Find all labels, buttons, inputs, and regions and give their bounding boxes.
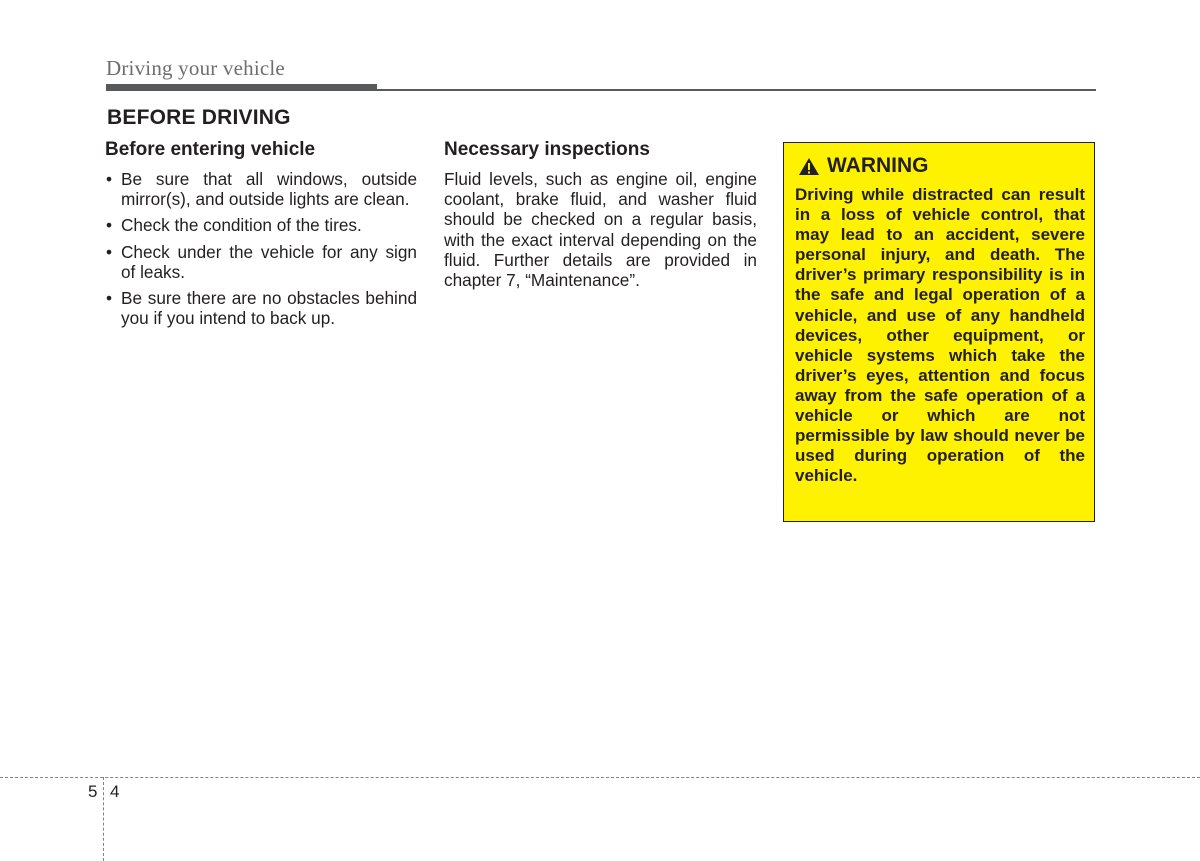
bullet-icon: • <box>106 169 113 189</box>
before-entering-heading: Before entering vehicle <box>105 139 316 160</box>
header-rule-accent <box>106 84 377 90</box>
list-item-text: Be sure that all windows, outside mirror(s), and outside lights are clean. <box>121 169 417 210</box>
list-item-text: Check under the vehicle for any sign of leaks. <box>121 241 417 282</box>
page-number: 4 <box>110 782 120 801</box>
list-item <box>104 288 417 328</box>
warning-triangle-icon <box>798 157 820 176</box>
list-item <box>104 242 417 282</box>
before-entering-list <box>104 169 417 334</box>
list-item <box>104 215 417 235</box>
warning-header <box>798 154 929 178</box>
footer-vertical-divider <box>103 777 104 861</box>
warning-box <box>783 142 1095 522</box>
necessary-inspections-heading: Necessary inspections <box>444 139 650 160</box>
necessary-inspections-text: Fluid levels, such as engine oil, engine coolant, brake fluid, and washer fluid should be checked on a regular basis, with the exact interval depending on the fluid. Further details are provided in chapter 7, “Maintenance”. <box>444 169 757 291</box>
bullet-icon: • <box>106 215 113 236</box>
bullet-icon: • <box>106 288 113 309</box>
warning-label: WARNING <box>827 154 929 177</box>
warning-text: Driving while distracted can result in a loss of vehicle control, that may lead to an accident, severe personal injury, and death. The driver’s primary responsibility is in the safe and legal operation of a vehicle, and use of any handheld devices, other equipment, or vehicle systems which take the driver’s eyes, attention and focus away from the safe operation of a vehicle or which are not permissible by law should never be used during operation of the vehicle. <box>795 185 1085 486</box>
bullet-icon: • <box>106 241 113 262</box>
list-item-text: Be sure there are no obstacles behind you if you intend to back up. <box>121 288 417 329</box>
footer-divider <box>0 777 1200 778</box>
running-header: Driving your vehicle <box>106 56 285 80</box>
list-item <box>104 169 417 209</box>
section-title: BEFORE DRIVING <box>107 106 291 129</box>
list-item-text: Check the condition of the tires. <box>121 215 362 236</box>
section-number: 5 <box>88 782 98 801</box>
